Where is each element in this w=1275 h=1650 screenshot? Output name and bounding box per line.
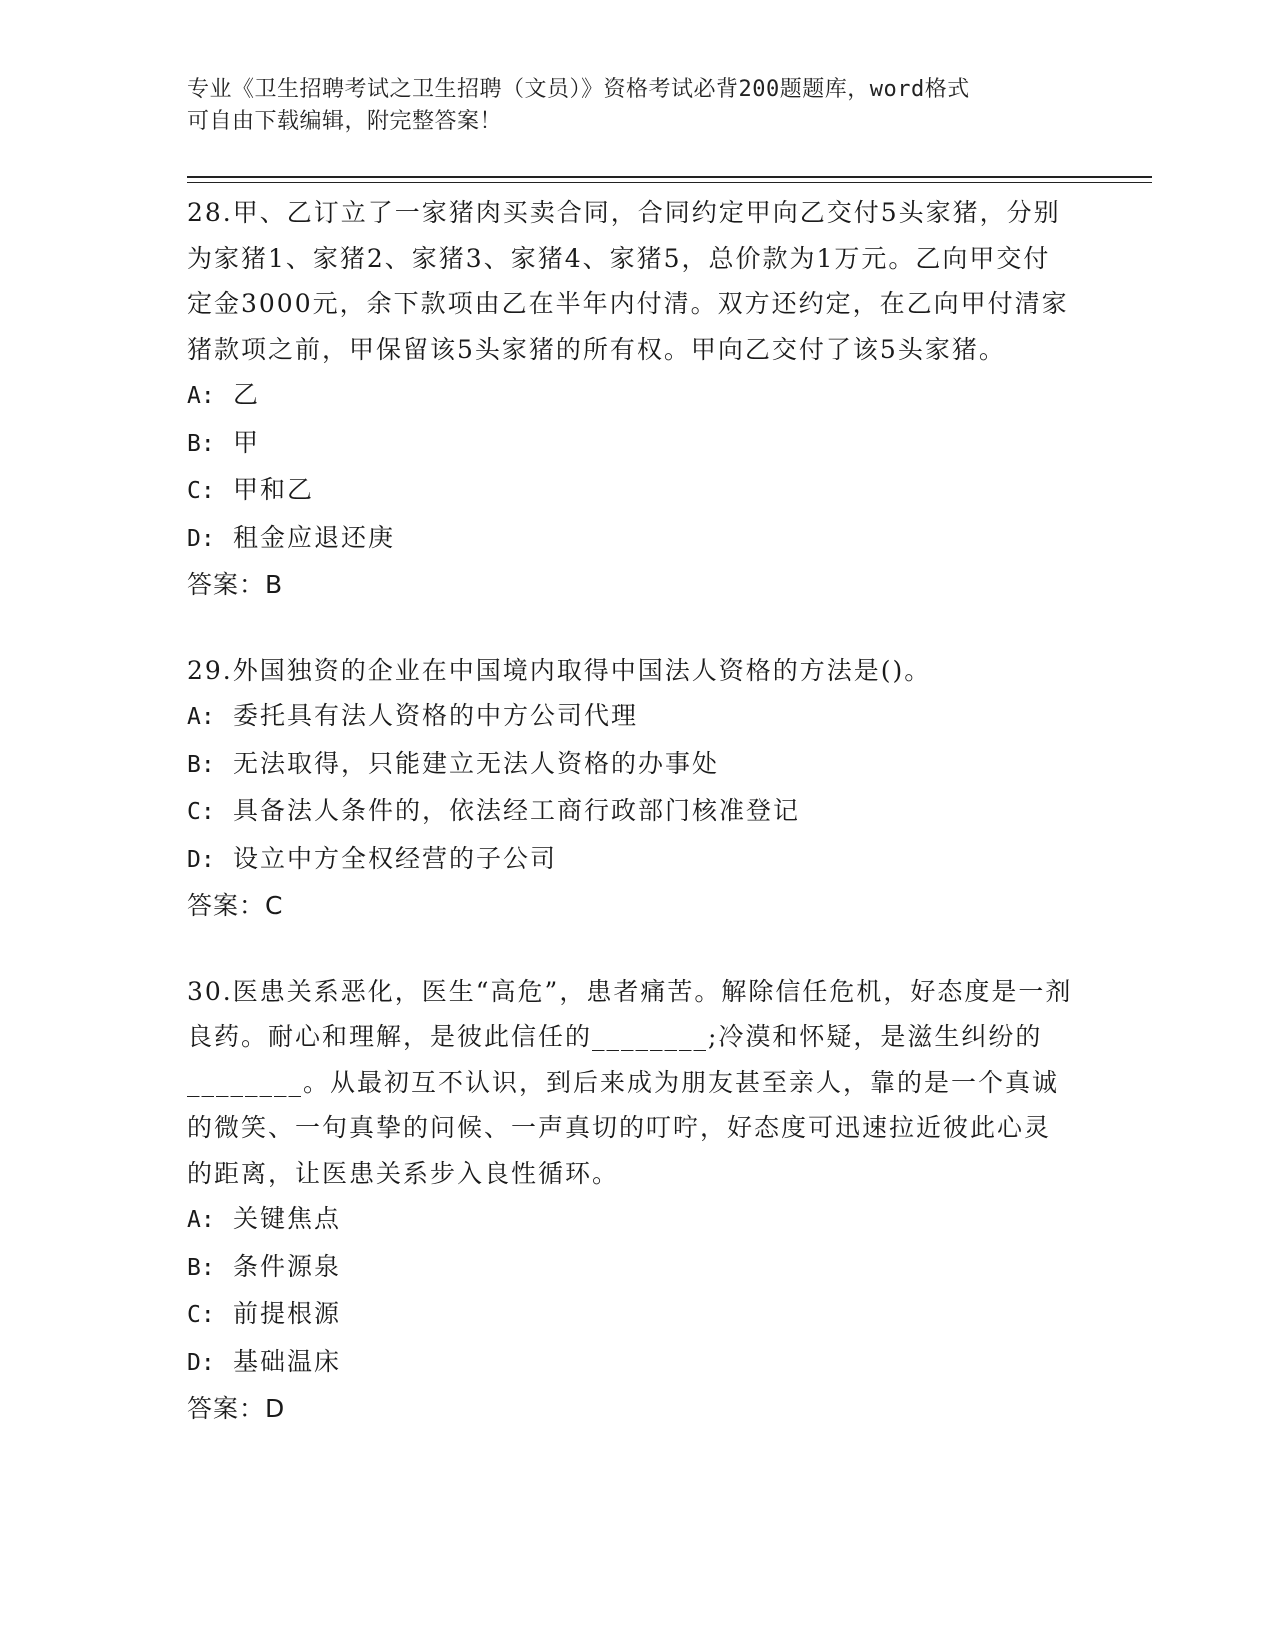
option-key: C: [187,478,215,504]
option-text: 租金应退还庚 [233,522,396,552]
option-text: 甲 [233,427,261,457]
option-text: 关键焦点 [233,1204,342,1233]
header-rule-thin [187,182,1152,183]
option-text: 设立中方全权经营的子公司 [233,843,558,873]
option-d [187,515,1077,563]
option-c [187,1291,1077,1339]
question-list [187,190,1077,1472]
question-28 [187,190,1077,608]
option-d [187,836,1077,884]
option-key: A: [187,1207,215,1233]
option-key: D: [187,525,215,552]
option-a [187,1196,1077,1244]
option-text: 甲和乙 [233,475,315,504]
header-line-2: 可自由下载编辑，附完整答案！ [187,109,503,134]
question-stem: 28.甲、乙订立了一家猪肉买卖合同，合同约定甲向乙交付5头家猪，分别为家猪1、家猪2、家猪3、家猪4、家猪5，总价款为1万元。乙向甲交付定金3000元，余下款项由乙在半年内付清。双方还约定，在乙向甲付清家猪款项之前，甲保留该5头家猪的所有权。甲向乙交付了该5头家猪。 [187,198,1069,364]
option-key: D: [187,846,215,873]
answer-line: 答案：B [187,570,284,599]
question-29 [187,648,1077,929]
header-rule-thick [187,176,1152,178]
option-b [187,741,1077,789]
question-stem: 29.外国独资的企业在中国境内取得中国法人资格的方法是()。 [187,655,932,685]
option-key: B: [187,430,215,457]
option-a [187,372,1077,420]
option-key: A: [187,383,215,409]
option-text: 条件源泉 [233,1251,342,1281]
option-key: C: [187,1302,215,1328]
option-text: 无法取得，只能建立无法人资格的办事处 [233,748,720,778]
option-text: 具备法人条件的，依法经工商行政部门核准登记 [233,796,801,825]
option-text: 委托具有法人资格的中方公司代理 [233,701,639,730]
option-text: 基础温床 [233,1346,342,1376]
option-text: 前提根源 [233,1299,342,1328]
option-key: C: [187,799,215,825]
option-d [187,1339,1077,1387]
option-b [187,420,1077,468]
option-key: A: [187,704,215,730]
option-c [187,467,1077,515]
document-header [187,74,1087,138]
option-b [187,1244,1077,1292]
answer-line: 答案：D [187,1394,286,1423]
header-line-1: 专业《卫生招聘考试之卫生招聘（文员）》资格考试必背200题题库，word格式 [187,77,970,102]
answer-line: 答案：C [187,891,284,920]
option-key: D: [187,1349,215,1376]
option-key: B: [187,1254,215,1281]
document-page [187,0,1157,1650]
option-text: 乙 [233,380,261,409]
question-30 [187,969,1077,1432]
question-stem: 30.医患关系恶化，医生“高危”，患者痛苦。解除信任危机，好态度是一剂良药。耐心和理解，是彼此信任的________;冷漠和怀疑，是滋生纠纷的________。从最初互不认识，到后来成为朋友甚至亲人，靠的是一个真诚的微笑、一句真挚的问候、一声真切的叮咛，好态度可迅速拉近彼此心灵的距离，让医患关系步入良性循环。 [187,976,1073,1188]
option-c [187,788,1077,836]
option-a [187,693,1077,741]
option-key: B: [187,751,215,778]
